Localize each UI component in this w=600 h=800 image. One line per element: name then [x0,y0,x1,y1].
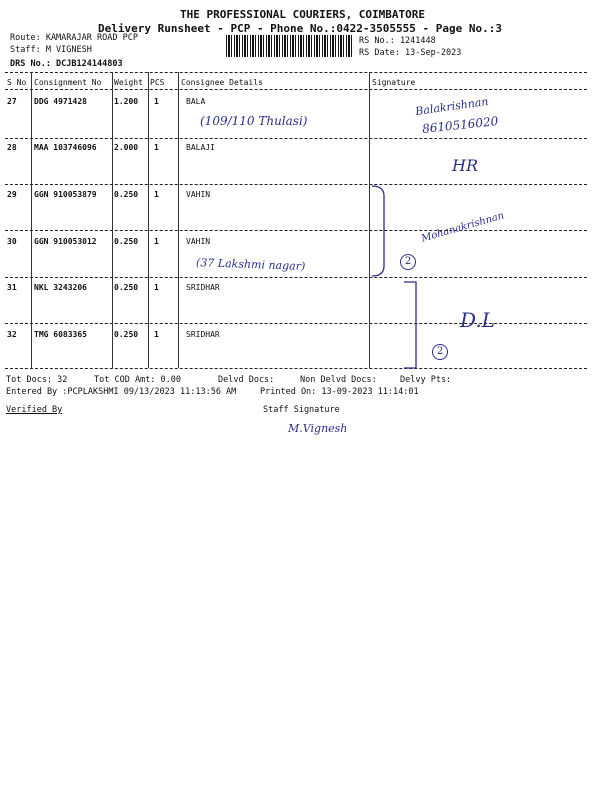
row-consignment: GGN 910053012 [34,237,97,246]
divider [5,89,587,90]
row-pcs: 1 [154,143,159,152]
column-header: Consignee Details [181,78,263,87]
drs-number: DRS No.: DCJB124144803 [10,59,123,69]
row-consignment: DDG 4971428 [34,97,87,106]
runsheet-title: Delivery Runsheet - PCP - Phone No.:0422-3505555 - Page No.:3 [98,22,502,35]
staff-signature-label: Staff Signature [263,405,340,415]
row-sno: 32 [7,330,17,339]
handwritten-address: (109/110 Thulasi) [200,114,308,128]
printed-on: Printed On: 13-09-2023 11:14:01 [260,387,419,397]
row-sno: 30 [7,237,17,246]
row-consignee: BALAJI [186,143,215,152]
handwritten-signature: D.L [460,308,495,332]
row-weight: 0.250 [114,237,139,246]
row-pcs: 1 [154,237,159,246]
rs-date: RS Date: 13-Sep-2023 [359,48,462,58]
verified-by-label: Verified By [6,405,63,415]
divider [5,72,587,73]
row-consignee: BALA [186,97,206,106]
total-cod-amount: Tot COD Amt: 0.00 [94,375,181,385]
row-consignment: TMG 6083365 [34,330,87,339]
bracket-mark [370,182,392,278]
row-consignment: MAA 103746096 [34,143,97,152]
company-title: THE PROFESSIONAL COURIERS, COIMBATORE [180,8,426,21]
row-consignee: SRIDHAR [186,283,220,292]
row-pcs: 1 [154,283,159,292]
count-circle: 2 [400,254,416,270]
staff-label: Staff: M VIGNESH [10,45,92,55]
row-pcs: 1 [154,190,159,199]
row-weight: 0.250 [114,283,139,292]
row-consignee: SRIDHAR [186,330,220,339]
row-sno: 31 [7,283,17,292]
row-pcs: 1 [154,97,159,106]
row-consignment: NKL 3243206 [34,283,87,292]
count-circle: 2 [432,344,448,360]
row-consignee: VAHIN [186,190,211,199]
barcode [226,35,354,57]
column-header: Weight [114,78,143,87]
column-header: Signature [372,78,416,87]
handwritten-signature: Balakrishnan [414,94,490,119]
row-consignment: GGN 910053879 [34,190,97,199]
column-header: PCS [150,78,165,87]
handwritten-address: (37 Lakshmi nagar) [195,256,306,273]
row-weight: 0.250 [114,330,139,339]
handwritten-phone: 8610516020 [421,114,499,136]
row-weight: 1.200 [114,97,139,106]
row-pcs: 1 [154,330,159,339]
row-sno: 27 [7,97,17,106]
divider [5,138,587,139]
route-label: Route: KAMARAJAR ROAD PCP [10,33,138,43]
entered-by: Entered By :PCPLAKSHMI 09/13/2023 11:13:56 AM [6,387,237,397]
column-header: Consignment No [34,78,102,87]
row-sno: 28 [7,143,17,152]
total-docs: Tot Docs: 32 [6,375,68,385]
divider [5,184,587,185]
bracket-mark [402,278,422,372]
row-weight: 2.000 [114,143,139,152]
staff-signature: M.Vignesh [288,422,348,435]
non-delivered-docs: Non Delvd Docs: [300,375,377,385]
rs-number: RS No.: 1241448 [359,36,436,46]
row-consignee: VAHIN [186,237,211,246]
row-sno: 29 [7,190,17,199]
divider [5,323,587,324]
handwritten-signature: Mohanakrishnan [420,210,506,245]
row-weight: 0.250 [114,190,139,199]
delivered-docs: Delvd Docs: [218,375,275,385]
delivery-points: Delvy Pts: [400,375,452,385]
divider [5,277,587,278]
divider [5,368,587,369]
column-header: S No [7,78,27,87]
handwritten-signature: HR [452,156,478,175]
divider [5,230,587,231]
